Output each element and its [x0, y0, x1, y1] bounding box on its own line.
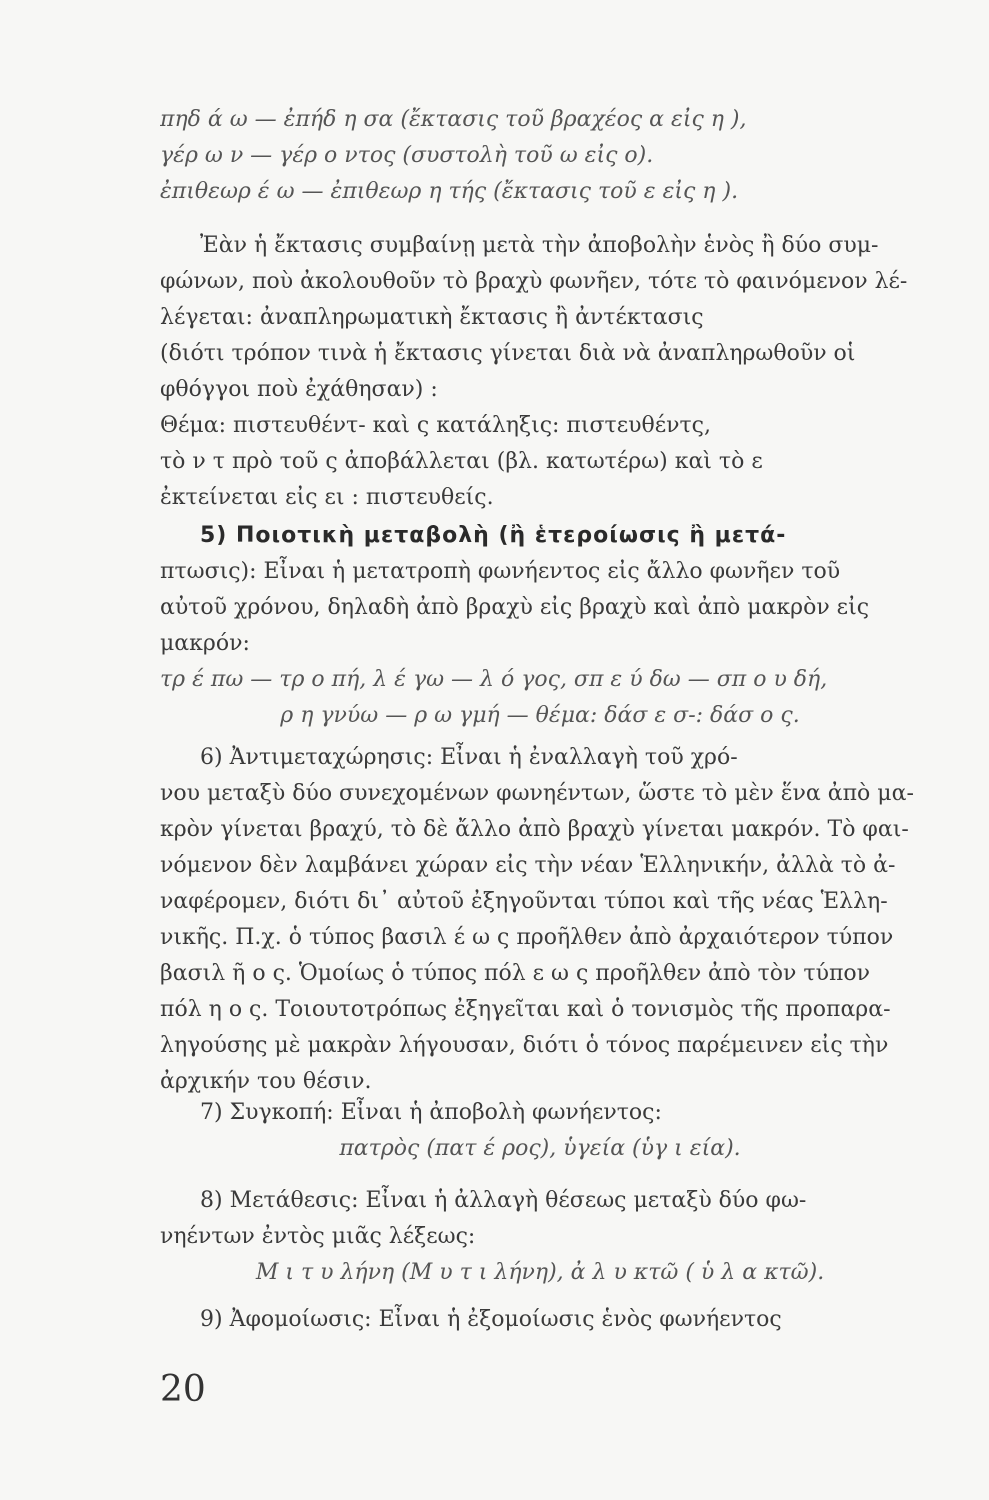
text-line: νόμενον δὲν λαμβάνει χώραν εἰς τὴν νέαν Ἑλληνικήν, ἀλλὰ τὸ ἀ- [160, 853, 896, 878]
text-line: πηδ ά ω — ἐπήδ η σα (ἔκτασις τοῦ βραχέος α εἰς η ), [160, 107, 747, 132]
example-line: ρ η γνύω — ρ ω γμή — θέμα: δάσ ε σ-: δάσ ο ς. [280, 703, 800, 728]
section-heading-line: 6) Ἀντιμεταχώρησις: Εἶναι ἡ ἐναλλαγὴ τοῦ χρό- [200, 745, 738, 770]
section-6-quantitative-metathesis [160, 740, 920, 1100]
text-line: πτωσις): Εἶναι ἡ μετατροπὴ φωνήεντος εἰς ἄλλο φωνῆεν τοῦ [160, 559, 841, 584]
section-7-syncope [160, 1095, 920, 1167]
example-line: τρ έ πω — τρ ο πή, λ έ γω — λ ό γος, σπ ε ύ δω — σπ ο υ δή, [160, 667, 828, 692]
page-number: 20 [160, 1369, 206, 1410]
text-line: φθόγγοι ποὺ ἐχάθησαν) : [160, 377, 438, 402]
text-line: μακρόν: [160, 631, 250, 656]
text-line: βασιλ ῆ ο ς. Ὁμοίως ὁ τύπος πόλ ε ω ς προῆλθεν ἀπὸ τὸν τύπον [160, 961, 871, 986]
example-line: Μ ι τ υ λήνη (Μ υ τ ι λήνη), ἀ λ υ κτῶ ( ὑ λ α κτῶ). [255, 1260, 825, 1285]
text-line: (διότι τρόπον τινὰ ἡ ἔκτασις γίνεται διὰ νὰ ἀναπληρωθοῦν οἱ [160, 341, 856, 366]
text-line: νικῆς. Π.χ. ὁ τύπος βασιλ έ ω ς προῆλθεν ἀπὸ ἀρχαιότερον τύπον [160, 925, 894, 950]
text-line: φώνων, ποὺ ἀκολουθοῦν τὸ βραχὺ φωνῆεν, τότε τὸ φαινόμενον λέ- [160, 269, 908, 294]
text-line: ληγούσης μὲ μακρὰν λήγουσαν, διότι ὁ τόνος παρέμεινεν εἰς τὴν [160, 1033, 889, 1058]
text-line: νου μεταξὺ δύο συνεχομένων φωνηέντων, ὥστε τὸ μὲν ἕνα ἀπὸ μα- [160, 781, 914, 806]
text-line: γέρ ω ν — γέρ ο ντος (συστολὴ τοῦ ω εἰς ο). [160, 143, 654, 168]
text-line: νηέντων ἐντὸς μιᾶς λέξεως: [160, 1224, 476, 1249]
section-heading: 5) Ποιοτικὴ μεταβολὴ (ἢ ἑτεροίωσις ἢ μετά- [200, 523, 787, 548]
text-line: Ἐὰν ἡ ἔκτασις συμβαίνῃ μετὰ τὴν ἀποβολὴν ἑνὸς ἢ δύο συμ- [200, 233, 879, 258]
text-line: ἐπιθεωρ έ ω — ἐπιθεωρ η τής (ἔκτασις τοῦ ε εἰς η ). [160, 179, 739, 204]
example-line: πατρὸς (πατ έ ρος), ὑγεία (ὑγ ι εία). [339, 1136, 741, 1161]
section-heading-line: 8) Μετάθεσις: Εἶναι ἡ ἀλλαγὴ θέσεως μεταξὺ δύο φω- [200, 1188, 807, 1213]
text-line: ἀρχικήν του θέσιν. [160, 1069, 372, 1094]
text-line: ἐκτείνεται εἰς ει : πιστευθείς. [160, 485, 494, 510]
text-line: Θέμα: πιστευθέντ- καὶ ς κατάληξις: πιστευθέντς, [160, 413, 711, 438]
text-line: αὐτοῦ χρόνου, δηλαδὴ ἀπὸ βραχὺ εἰς βραχὺ καὶ ἀπὸ μακρὸν εἰς [160, 595, 870, 620]
section-9-assimilation [160, 1302, 920, 1338]
examples-qualitative-change [160, 662, 920, 734]
section-heading-line: 7) Συγκοπή: Εἶναι ἡ ἀποβολὴ φωνήεντος: [200, 1100, 662, 1125]
examples-extension [160, 102, 920, 210]
text-line: τὸ ν τ πρὸ τοῦ ς ἀποβάλλεται (βλ. κατωτέρω) καὶ τὸ ε [160, 449, 763, 474]
text-line: ναφέρομεν, διότι δι᾽ αὐτοῦ ἐξηγοῦνται τύποι καὶ τῆς νέας Ἑλλη- [160, 889, 888, 914]
text-line: πόλ η ο ς. Τοιουτοτρόπως ἐξηγεῖται καὶ ὁ τονισμὸς τῆς προπαρα- [160, 997, 891, 1022]
section-5-qualitative-change [160, 518, 920, 662]
section-8-metathesis [160, 1183, 920, 1291]
text-line: κρὸν γίνεται βραχύ, τὸ δὲ ἄλλο ἀπὸ βραχὺ γίνεται μακρόν. Τὸ φαι- [160, 817, 909, 842]
paragraph-compensatory-lengthening [160, 228, 920, 516]
section-heading-line: 9) Ἀφομοίωσις: Εἶναι ἡ ἐξομοίωσις ἑνὸς φωνήεντος [200, 1307, 782, 1332]
text-line: λέγεται: ἀναπληρωματικὴ ἔκτασις ἢ ἀντέκτασις [160, 305, 704, 330]
